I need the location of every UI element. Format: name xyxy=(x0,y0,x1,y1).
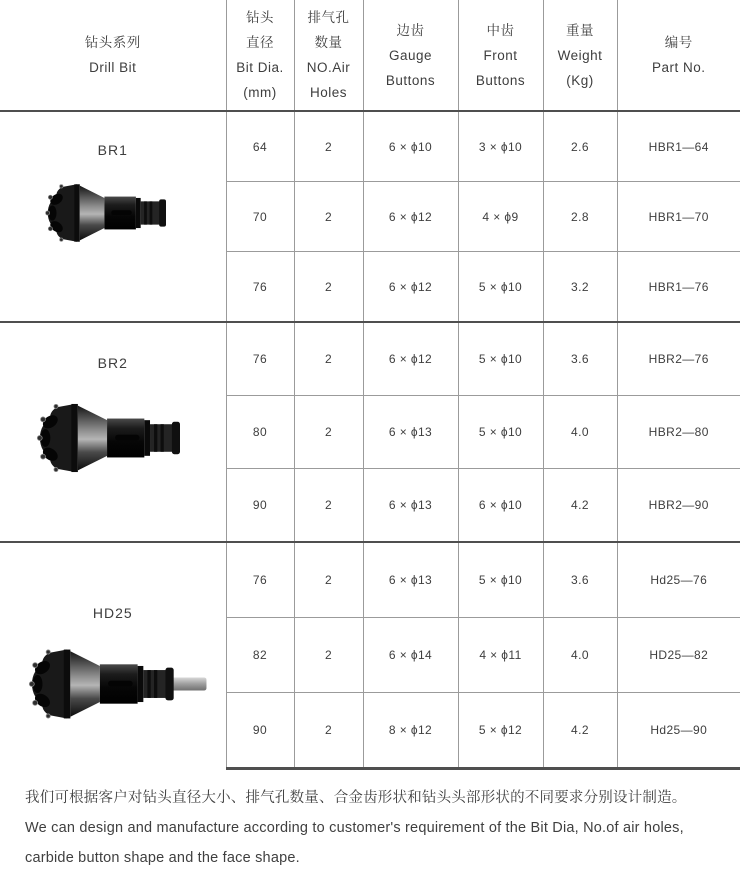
cell-gauge-buttons: 6 × ϕ14 xyxy=(363,618,458,693)
col-header-front-buttons: 中齿 Front Buttons xyxy=(458,0,543,111)
cell-part-no: HBR2—90 xyxy=(617,469,740,543)
cell-part-no: HBR2—76 xyxy=(617,322,740,396)
cell-air-holes: 2 xyxy=(294,693,363,769)
cell-weight: 4.2 xyxy=(543,693,617,769)
series-label-br1: BR1 xyxy=(97,142,128,158)
cell-bit-dia: 80 xyxy=(226,396,294,469)
cell-bit-dia: 64 xyxy=(226,111,294,182)
cell-air-holes: 2 xyxy=(294,542,363,618)
drill-bit-image-br2 xyxy=(26,397,180,479)
cell-bit-dia: 82 xyxy=(226,618,294,693)
col-header-drill-bit-en: Drill Bit xyxy=(89,60,137,75)
cell-part-no: HBR1—70 xyxy=(617,182,740,252)
cell-gauge-buttons: 6 × ϕ13 xyxy=(363,542,458,618)
cell-bit-dia: 90 xyxy=(226,469,294,543)
cell-front-buttons: 5 × ϕ10 xyxy=(458,542,543,618)
series-label-hd25: HD25 xyxy=(92,605,133,621)
cell-front-buttons: 5 × ϕ10 xyxy=(458,252,543,323)
cell-part-no: Hd25—76 xyxy=(617,542,740,618)
cell-part-no: HBR1—76 xyxy=(617,252,740,323)
customization-note-zh: 我们可根据客户对钻头直径大小、排气孔数量、合金齿形状和钻头头部形状的不同要求分别设计制造。 xyxy=(25,790,687,806)
cell-gauge-buttons: 6 × ϕ13 xyxy=(363,396,458,469)
cell-bit-dia: 70 xyxy=(226,182,294,252)
cell-air-holes: 2 xyxy=(294,618,363,693)
cell-front-buttons: 3 × ϕ10 xyxy=(458,111,543,182)
cell-gauge-buttons: 6 × ϕ12 xyxy=(363,182,458,252)
cell-weight: 2.6 xyxy=(543,111,617,182)
cell-part-no: HBR1—64 xyxy=(617,111,740,182)
cell-front-buttons: 4 × ϕ11 xyxy=(458,618,543,693)
customization-note-en-line2: carbide button shape and the face shape. xyxy=(25,850,300,866)
drill-bit-image-br1 xyxy=(36,178,166,248)
cell-part-no: HD25—82 xyxy=(617,618,740,693)
col-header-part-no: 编号 Part No. xyxy=(617,0,740,111)
cell-front-buttons: 5 × ϕ10 xyxy=(458,396,543,469)
cell-gauge-buttons: 6 × ϕ10 xyxy=(363,111,458,182)
cell-weight: 2.8 xyxy=(543,182,617,252)
cell-air-holes: 2 xyxy=(294,111,363,182)
cell-front-buttons: 5 × ϕ10 xyxy=(458,322,543,396)
cell-air-holes: 2 xyxy=(294,469,363,543)
cell-weight: 4.0 xyxy=(543,396,617,469)
cell-part-no: HBR2—80 xyxy=(617,396,740,469)
cell-bit-dia: 90 xyxy=(226,693,294,769)
series-cell-br2 xyxy=(0,322,226,542)
cell-front-buttons: 5 × ϕ12 xyxy=(458,693,543,769)
cell-weight: 4.2 xyxy=(543,469,617,543)
customization-note xyxy=(25,783,717,873)
cell-gauge-buttons: 6 × ϕ12 xyxy=(363,322,458,396)
series-label-br2: BR2 xyxy=(97,355,128,371)
col-header-weight: 重量 Weight (Kg) xyxy=(543,0,617,111)
cell-weight: 4.0 xyxy=(543,618,617,693)
cell-weight: 3.6 xyxy=(543,542,617,618)
cell-weight: 3.6 xyxy=(543,322,617,396)
cell-part-no: Hd25—90 xyxy=(617,693,740,769)
cell-front-buttons: 6 × ϕ10 xyxy=(458,469,543,543)
cell-weight: 3.2 xyxy=(543,252,617,323)
series-cell-br1 xyxy=(0,111,226,322)
cell-bit-dia: 76 xyxy=(226,252,294,323)
cell-air-holes: 2 xyxy=(294,396,363,469)
col-header-drill-bit xyxy=(0,0,226,111)
cell-bit-dia: 76 xyxy=(226,322,294,396)
cell-bit-dia: 76 xyxy=(226,542,294,618)
cell-gauge-buttons: 6 × ϕ12 xyxy=(363,252,458,323)
cell-gauge-buttons: 8 × ϕ12 xyxy=(363,693,458,769)
customization-note-en-line1: We can design and manufacture according to customer's requirement of the Bit Dia, No.of air holes, xyxy=(25,820,684,836)
col-header-gauge-buttons: 边齿 Gauge Buttons xyxy=(363,0,458,111)
series-cell-hd25 xyxy=(0,542,226,769)
col-header-air-holes: 排气孔 数量 NO.Air Holes xyxy=(294,0,363,111)
col-header-drill-bit-zh: 钻头系列 xyxy=(84,35,141,50)
col-header-bit-dia: 钻头 直径 Bit Dia. (mm) xyxy=(226,0,294,111)
cell-air-holes: 2 xyxy=(294,182,363,252)
cell-air-holes: 2 xyxy=(294,322,363,396)
drill-bit-image-hd25 xyxy=(6,643,220,725)
cell-air-holes: 2 xyxy=(294,252,363,323)
cell-front-buttons: 4 × ϕ9 xyxy=(458,182,543,252)
cell-gauge-buttons: 6 × ϕ13 xyxy=(363,469,458,543)
